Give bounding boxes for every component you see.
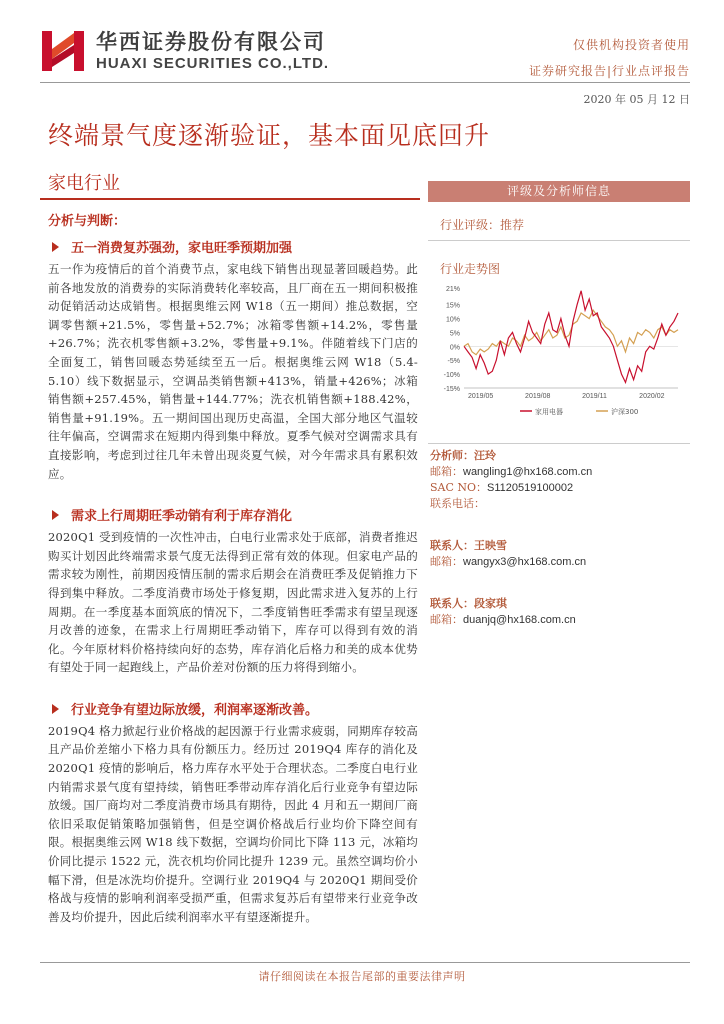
triangle-bullet-icon (52, 242, 59, 252)
analysis-heading: 分析与判断： (48, 214, 127, 229)
x-tick-label: 2019/08 (525, 393, 551, 400)
y-tick-label: 10% (445, 316, 460, 324)
contact-name: 联系人：段家琪 (430, 597, 507, 610)
analyst-email: 邮箱：wangling1@hx168.com.cn (430, 465, 593, 478)
huaxi-logo-icon (40, 27, 86, 73)
y-tick-label: 5% (449, 330, 460, 338)
brand-name-en: HUAXI SECURITIES CO.,LTD. (96, 55, 330, 72)
y-tick-label: -15% (443, 386, 460, 393)
section-heading-text: 五一消费复苏强劲，家电旺季预期加强 (71, 241, 293, 256)
analyst-sac: SAC NO：S1120519100002 (430, 481, 574, 494)
email-link[interactable]: wangyx3@hx168.com.cn (463, 556, 587, 568)
section-heading (48, 699, 418, 718)
analyst-contacts (430, 448, 690, 628)
section-body: 2019Q4 格力掀起行业价格战的起因源于行业需求疲弱，同期库存较高且产品价差缩小下格力具有份额压力。经历过 2019Q4 库存的消化及 2020Q1 疫情的影响后，格力库存水平处于合理状态。二季度白电行业内销需求景气度有望持续，销售旺季带动库存消化后行业竞争有望边际放缓。国厂商均对二季度消费市场具有期待，因此 4 月和五一期间厂商依旧采取促销策略加强销售，但是空调价格战后行业均价下降空间有限。根据奥维云网 W18 线下数据，空调均价同比下降 113 元，冰箱均价同比提示 1522 元，洗衣机均价同比提升 1239 元。虽然空调均价小幅下滑，但是冰洗均价提升。空调行业 2019Q4 与 2020Q1 期间受价格战与疫情的影响利润率受损严重，但需求复苏后有望带来行业竞争改善及均价提升，因此后续利润率水平有望逐渐提升。 (48, 723, 418, 924)
section-heading-text: 行业竞争有望边际放缓，利润率逐渐改善。 (71, 702, 319, 718)
x-tick-label: 2019/11 (582, 393, 607, 400)
report-type-tag: 证券研究报告|行业点评报告 (528, 64, 690, 78)
analysis-column (48, 206, 418, 926)
brand-name-cn: 华西证券股份有限公司 (96, 30, 326, 54)
y-tick-label: -5% (447, 358, 460, 366)
x-tick-label: 2019/05 (468, 393, 494, 400)
chart-divider (428, 443, 690, 444)
series-line (464, 291, 678, 383)
legend-label: 家用电器 (535, 408, 563, 416)
header-divider (40, 82, 690, 83)
report-date: 2020 年 05 月 12 日 (583, 93, 690, 106)
industry-label: 家电行业 (48, 173, 120, 194)
section-heading (48, 505, 418, 524)
section-heading (48, 237, 418, 256)
analyst-phone: 联系电话： (430, 497, 485, 510)
contact-email: 邮箱：duanjq@hx168.com.cn (430, 613, 576, 626)
y-tick-label: -10% (443, 372, 460, 380)
section-body: 2020Q1 受到疫情的一次性冲击，白电行业需求处于底部，消费者推迟购买计划因此终端需求景气度无法得到正常有效的体现。但家电产品的需求较为刚性，前期因疫情压制的需求后期会在消费旺季及促销推力下得到集中释放。二季度消费市场处于修复期，因此需求进入复苏的上行周期。在一季度基本面筑底的情况下，二季度销售旺季需求有望呈现逐月改善的迹象，在需求上行周期旺季动销下，库存可以得到有效的消化。今年原材料价格持续向好的态势，库存消化后格力和美的成本优势有望处于同一起跑线上，产品价差对份额的压力将得到缩小。 (48, 530, 418, 675)
rating-box-title: 评级及分析师信息 (428, 181, 690, 202)
legend-label: 沪深300 (611, 408, 639, 416)
y-tick-label: 21% (445, 286, 460, 293)
contact-name: 联系人：王映雪 (430, 539, 507, 552)
report-title: 终端景气度逐渐验证，基本面见底回升 (48, 121, 491, 150)
footer-divider (40, 962, 690, 963)
y-tick-label: 15% (445, 302, 460, 310)
triangle-bullet-icon (52, 704, 59, 714)
audience-tag: 仅供机构投资者使用 (572, 38, 690, 52)
email-link[interactable]: wangling1@hx168.com.cn (463, 466, 593, 478)
contact-email: 邮箱：wangyx3@hx168.com.cn (430, 555, 587, 568)
rating-divider (428, 240, 690, 241)
analyst-name: 分析师：汪玲 (430, 449, 496, 462)
email-link[interactable]: duanjq@hx168.com.cn (463, 614, 576, 626)
triangle-bullet-icon (52, 510, 59, 520)
x-tick-label: 2020/02 (639, 393, 665, 400)
industry-trend-chart (428, 280, 690, 418)
trend-chart-label: 行业走势图 (440, 262, 501, 276)
section-heading-text: 需求上行周期旺季动销有利于库存消化 (71, 509, 293, 525)
y-tick-label: 0% (449, 344, 460, 352)
legal-notice: 请仔细阅读在本报告尾部的重要法律声明 (258, 970, 466, 983)
industry-divider (40, 198, 420, 200)
section-body: 五一作为疫情后的首个消费节点，家电线下销售出现显著回暖趋势。此前各地发放的消费券的实际消费转化率较高，且厂商在五一期间积极推动促销活动达成销售。根据奥维云网 W18（五一期间）推总数据，空调零售额+21.5%，零售量+52.7%；冰箱零售额+14.2%，零售量+26.7%；洗衣机零售额+3.2%，零售量+9.1%。伴随着线下门店的全面复工，销售回暖态势延续至五一后。根据奥维云网 W18（5.4-5.10）线下数据显示，空调品类销售额+413%，销量+426%；冰箱销售额+257.45%，销售量+144.77%；洗衣机销售额+188.42%，销售量+91.19%。五一期间国出现历史高温，全国大部分地区气温较往年偏高，空调需求在短期内得到集中释放。夏季气候对空调需求具有直接影响，考虑到过往几年未曾出现炎夏气候，对今年需求具有累积效应。 (48, 262, 418, 481)
industry-rating: 行业评级：推荐 (440, 218, 525, 232)
